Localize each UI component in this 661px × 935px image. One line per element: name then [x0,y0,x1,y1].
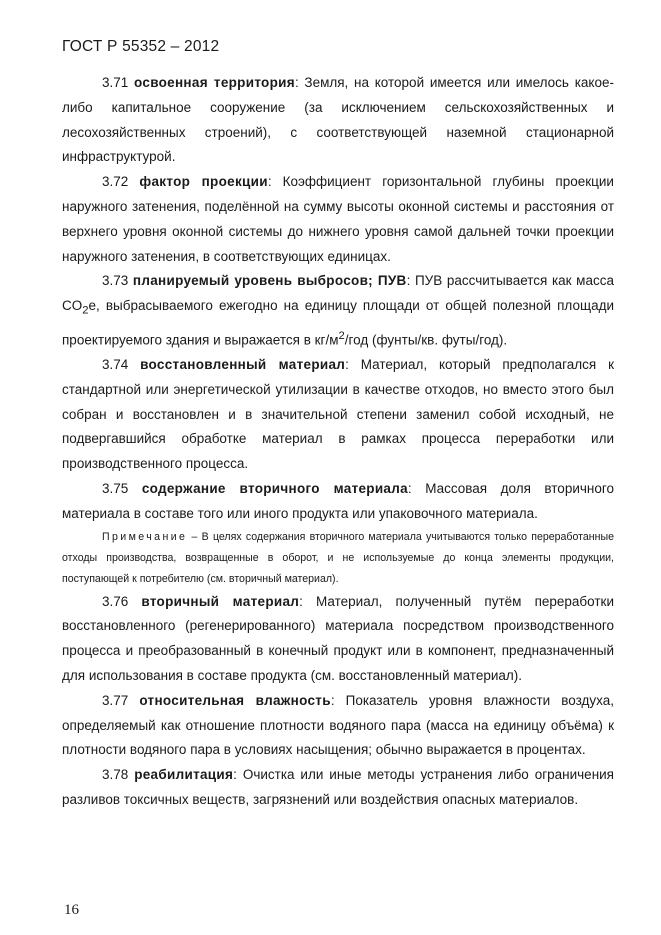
definition-entry [62,353,614,477]
entry-definition-part-a: : ПУВ рассчитывается как масса CO [62,273,614,314]
entry-definition: : Коэффициент горизонтальной глубины проекции наружного затенения, поделённой на сумму высоты оконной системы и расстояния от верхнего уровня оконной системы до нижнего уровня самой дальней точки проекции наружного затенения, в соответствующих единицах. [62,174,614,264]
entry-number: 3.72 [102,174,129,190]
entry-number: 3.78 [102,767,129,783]
entry-term: восстановленный материал [140,356,346,372]
definition-entry [62,590,614,689]
note-label: Примечание [102,530,188,543]
entry-term: содержание вторичного материала [141,480,408,496]
entry-term: освоенная территория [134,75,295,90]
entry-term: относительная влажность [139,692,331,708]
entry-number: 3.71 [102,75,129,90]
definition-entry [62,477,614,527]
entry-number: 3.73 [102,273,129,289]
entry-term: реабилитация [134,767,234,783]
entry-definition: : Показатель уровня влажности воздуха, определяемый как отношение плотности водяного пара (масса на единицу объёма) к плотности водяного пара в условиях насыщения; обычно выражается в процентах. [62,692,614,758]
definition-entry [62,71,614,170]
entry-definition: : Массовая доля вторичного материала в составе того или иного продукта или упаковочного материала. [62,480,614,521]
definition-entry [62,170,614,269]
entry-number: 3.74 [102,356,129,372]
definition-entry [62,763,614,813]
entry-definition: : Материал, который предполагался к стандартной или энергетической утилизации в качестве отходов, но вместо этого был собран и восстановлен и в значительной степени заменил собой исходный, не подвергавшийся обработке материал в рамках процесса переработки или производственного процесса. [62,356,614,472]
entry-term: вторичный материал [141,593,300,609]
entry-number: 3.77 [102,692,129,708]
entry-definition: : Очистка или иные методы устранения либо ограничения разливов токсичных веществ, загрязнений или воздействия опасных материалов. [62,767,614,807]
co2-subscript: 2 [82,304,89,317]
note-block [62,527,614,590]
entry-definition-part-c: /год (фунты/кв. футы/год). [344,332,508,348]
entry-term: фактор проекции [139,174,268,190]
page-number: 16 [64,902,79,918]
entry-definition: : Земля, на которой имеется или имелось какое-либо капитальное сооружение (за исключением сельскохозяйственных и лесохозяйственных строений), с соответствующей наземной стационарной инфраструктурой. [62,75,614,165]
entry-number: 3.76 [102,593,129,609]
entry-term: планируемый уровень выбросов; ПУВ [132,273,407,289]
entry-definition: : Материал, полученный путём переработки восстановленного (регенерированного) материала посредством производственного процесса и преобразованный в конечный продукт или в компонент, предназначенный для использования в составе продукта (см. восстановленный материал). [62,593,614,683]
document-body [62,71,614,813]
m2-superscript: 2 [338,329,345,342]
definition-entry [62,689,614,763]
definition-entry [62,269,614,353]
document-header: ГОСТ Р 55352 – 2012 [62,38,220,55]
entry-definition-part-b: е, выбрасываемого ежегодно на единицу площади от общей полезной площади проектируемого здания и выражается в кг/м [62,298,614,348]
entry-number: 3.75 [102,480,129,496]
note-text: – В целях содержания вторичного материала учитываются только переработанные отходы производства, возвращенные в оборот, и не используемые до конца элементы продукции, поступающей к потребителю (см. вторичный материал). [62,530,614,585]
